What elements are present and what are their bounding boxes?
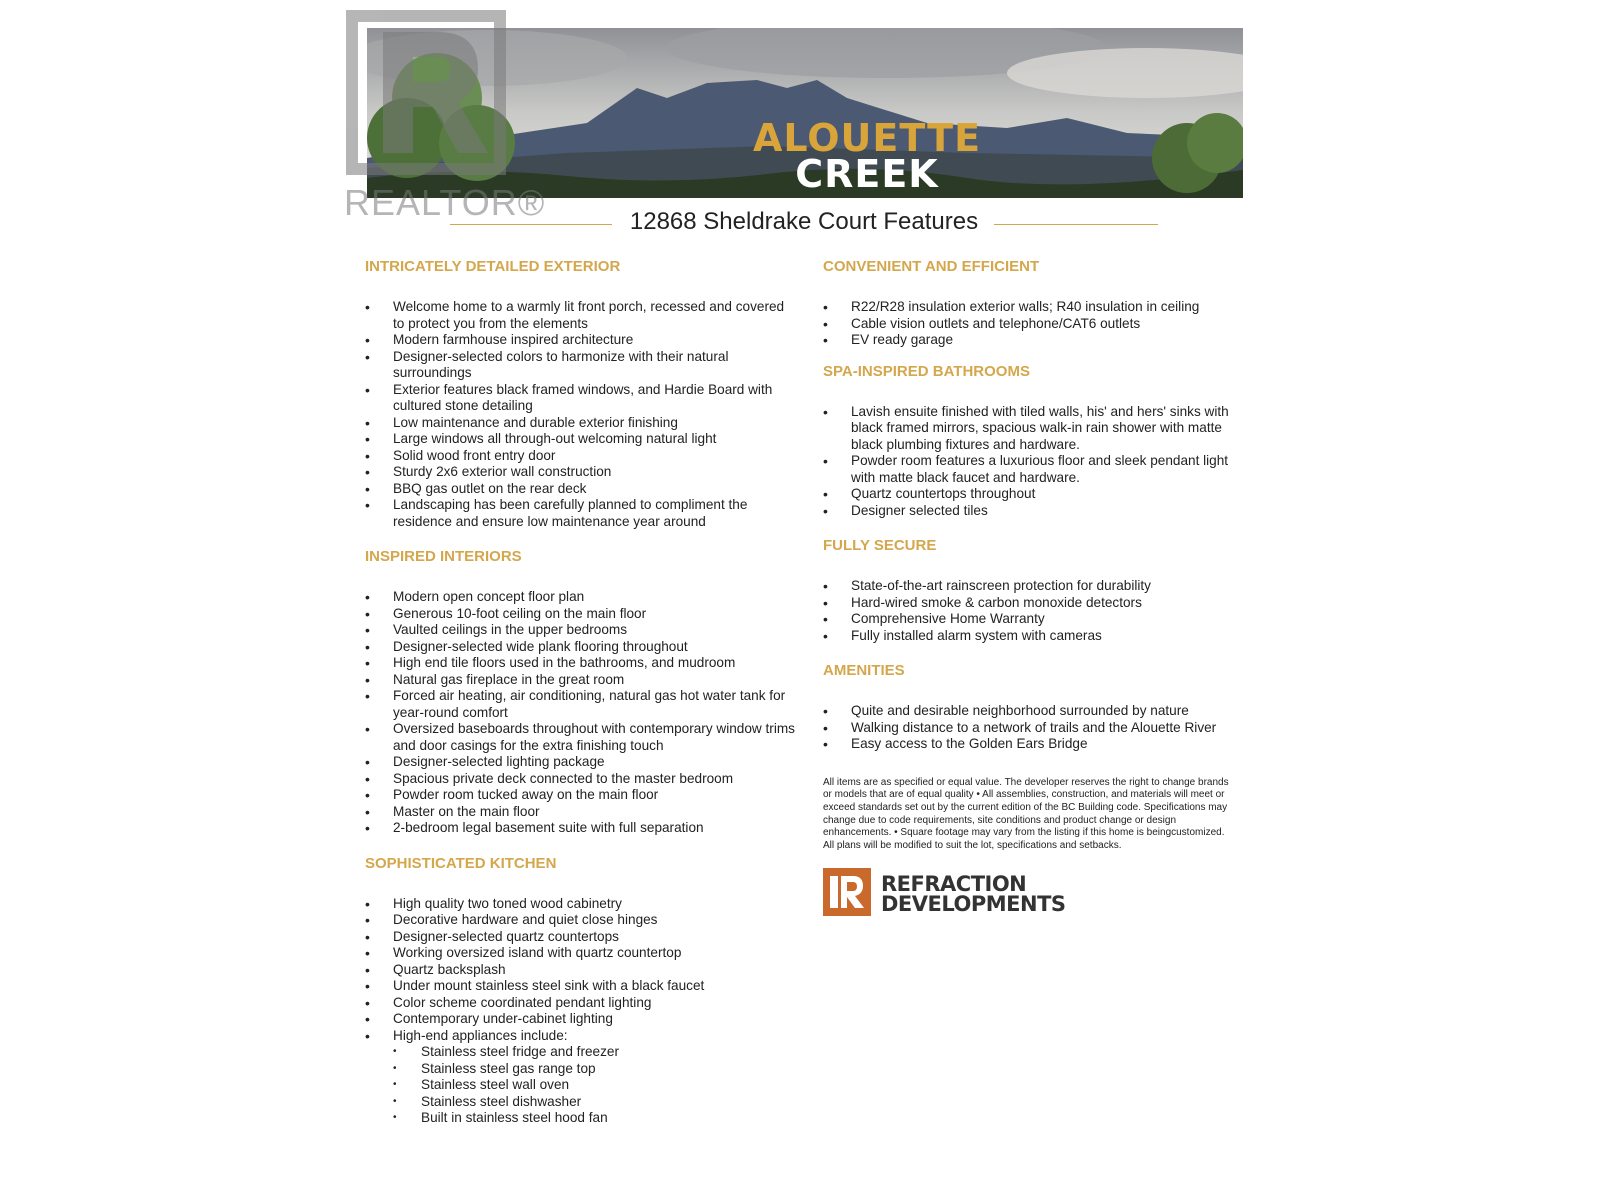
logo-line1: REFRACTION: [881, 872, 1027, 896]
banner-title-line1: ALOUETTE: [752, 116, 982, 160]
list-item: • Stainless steel gas range top: [365, 1061, 795, 1078]
list-item: • Exterior features black framed windows, and Hardie Board with cultured stone detailing: [365, 382, 795, 415]
list-item: • Sturdy 2x6 exterior wall construction: [365, 464, 795, 481]
section-heading-kitchen: SOPHISTICATED KITCHEN: [365, 854, 557, 872]
list-item: • Stainless steel fridge and freezer: [365, 1044, 795, 1061]
list-item: • Generous 10-foot ceiling on the main floor: [365, 606, 795, 623]
list-item: • Under mount stainless steel sink with a black faucet: [365, 978, 795, 995]
amenities-list: [823, 703, 1243, 753]
list-item: • Quartz backsplash: [365, 962, 795, 979]
list-item: • Lavish ensuite finished with tiled walls, his' and hers' sinks with black framed mirrors, spacious walk-in rain shower with matte black plumbing fixtures and hardware.: [823, 404, 1243, 454]
list-item: • Hard-wired smoke & carbon monoxide detectors: [823, 595, 1243, 612]
appliances-list: [365, 1044, 795, 1127]
list-item: • Working oversized island with quartz countertop: [365, 945, 795, 962]
list-item: • Modern open concept floor plan: [365, 589, 795, 606]
list-item: • Low maintenance and durable exterior finishing: [365, 415, 795, 432]
section-heading-interiors: INSPIRED INTERIORS: [365, 548, 522, 565]
list-item: • Designer-selected lighting package: [365, 754, 795, 771]
list-item: • Designer-selected quartz countertops: [365, 929, 795, 946]
title-divider-left: [450, 224, 612, 225]
list-item: • Designer-selected colors to harmonize with their natural surroundings: [365, 349, 795, 382]
section-heading-bathrooms: SPA-INSPIRED BATHROOMS: [823, 362, 1030, 380]
logo-line2: DEVELOPMENTS: [881, 892, 1066, 916]
banner-title: [667, 116, 1067, 196]
logo-wordmark: [881, 874, 1066, 914]
list-item: • High end tile floors used in the bathrooms, and mudroom: [365, 655, 795, 672]
list-item: • High-end appliances include:: [365, 1028, 795, 1045]
list-item: • Fully installed alarm system with cameras: [823, 628, 1243, 645]
list-item: • High quality two toned wood cabinetry: [365, 896, 795, 913]
list-item: • Vaulted ceilings in the upper bedrooms: [365, 622, 795, 639]
list-item: • Spacious private deck connected to the master bedroom: [365, 771, 795, 788]
list-item: • Solid wood front entry door: [365, 448, 795, 465]
list-item: • State-of-the-art rainscreen protection for durability: [823, 578, 1243, 595]
list-item: • Contemporary under-cabinet lighting: [365, 1011, 795, 1028]
list-item: • 2-bedroom legal basement suite with full separation: [365, 820, 795, 837]
list-item: • Welcome home to a warmly lit front porch, recessed and covered to protect you from the elements: [365, 299, 795, 332]
secure-list: [823, 578, 1243, 644]
list-item: • EV ready garage: [823, 332, 1243, 349]
realtor-r-logo-icon: [346, 10, 506, 175]
title-row: [450, 206, 1158, 242]
list-item: • Stainless steel wall oven: [365, 1077, 795, 1094]
right-column: [823, 258, 1243, 853]
list-item: • Modern farmhouse inspired architecture: [365, 332, 795, 349]
title-divider-right: [994, 224, 1158, 225]
list-item: • Stainless steel dishwasher: [365, 1094, 795, 1111]
list-item: • Natural gas fireplace in the great room: [365, 672, 795, 689]
exterior-list: [365, 299, 795, 530]
list-item: • Oversized baseboards throughout with contemporary window trims and door casings for the extra finishing touch: [365, 721, 795, 754]
list-item: • Cable vision outlets and telephone/CAT6 outlets: [823, 316, 1243, 333]
left-column: [365, 258, 795, 1127]
list-item: • Easy access to the Golden Ears Bridge: [823, 736, 1243, 753]
interiors-list: [365, 589, 795, 837]
page-title: 12868 Sheldrake Court Features: [629, 208, 979, 235]
disclaimer-text: All items are as specified or equal value. The developer reserves the right to change brands or models that are of equal quality • All assemblies, construction, and materials will meet or exceed standards set out by the current edition of the BC Building code. Specifications may change due to code requirements, site conditions and product change or design enhancements. • Square footage may vary from the listing if this home is beingcustomized. All plans will be modified to suit the lot, specifications and setbacks.: [823, 776, 1229, 852]
list-item: • Built in stainless steel hood fan: [365, 1110, 795, 1127]
kitchen-list: [365, 896, 795, 1045]
list-item: • Forced air heating, air conditioning, natural gas hot water tank for year-round comfort: [365, 688, 795, 721]
bathrooms-list: [823, 404, 1243, 520]
list-item: • Designer selected tiles: [823, 503, 1243, 520]
list-item: • Powder room tucked away on the main floor: [365, 787, 795, 804]
list-item: • Large windows all through-out welcoming natural light: [365, 431, 795, 448]
list-item: • Master on the main floor: [365, 804, 795, 821]
section-heading-amenities: AMENITIES: [823, 662, 905, 679]
list-item: • Powder room features a luxurious floor and sleek pendant light with matte black faucet and hardware.: [823, 453, 1243, 486]
list-item: • BBQ gas outlet on the rear deck: [365, 481, 795, 498]
banner-title-line2: CREEK: [795, 152, 939, 196]
list-item: • Decorative hardware and quiet close hinges: [365, 912, 795, 929]
efficient-list: [823, 299, 1243, 349]
section-heading-efficient: CONVENIENT AND EFFICIENT: [823, 258, 1040, 275]
list-item: • Quite and desirable neighborhood surrounded by nature: [823, 703, 1243, 720]
list-item: • Comprehensive Home Warranty: [823, 611, 1243, 628]
refraction-logo-icon: [823, 868, 871, 916]
section-heading-secure: FULLY SECURE: [823, 537, 937, 554]
list-item: • Designer-selected wide plank flooring throughout: [365, 639, 795, 656]
list-item: • Landscaping has been carefully planned to compliment the residence and ensure low maintenance year around: [365, 497, 795, 530]
list-item: • R22/R28 insulation exterior walls; R40 insulation in ceiling: [823, 299, 1243, 316]
realtor-watermark: [344, 10, 546, 223]
section-heading-exterior: INTRICATELY DETAILED EXTERIOR: [365, 258, 621, 275]
refraction-developments-logo: [823, 868, 1083, 918]
list-item: • Color scheme coordinated pendant lighting: [365, 995, 795, 1012]
realtor-label: REALTOR®: [344, 182, 546, 223]
list-item: • Quartz countertops throughout: [823, 486, 1243, 503]
list-item: • Walking distance to a network of trails and the Alouette River: [823, 720, 1243, 737]
